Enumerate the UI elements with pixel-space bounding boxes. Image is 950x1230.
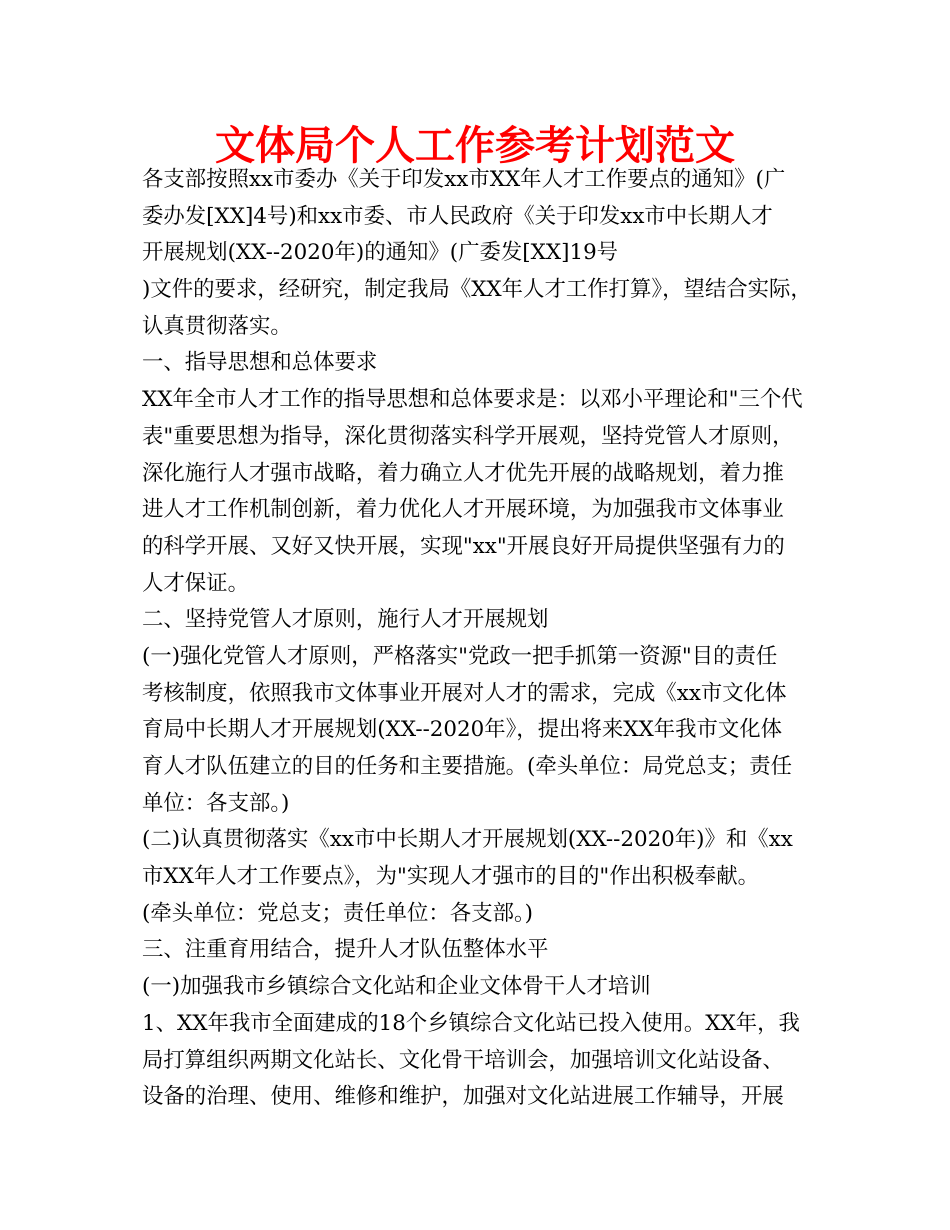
body-line: 单位：各支部。) [142, 790, 290, 816]
body-line: (二)认真贯彻落实《xx市中长期人才开展规划(XX--2020年)》和《xx [142, 827, 793, 853]
body-line: 委办发[XX]4号)和xx市委、市人民政府《关于印发xx市中长期人才 [142, 203, 773, 229]
body-line: 人才保证。 [142, 570, 249, 596]
body-line: 1、XX年我市全面建成的18个乡镇综合文化站已投入使用。XX年，我 [142, 1010, 800, 1036]
body-line: 表"重要思想为指导，深化贯彻落实科学开展观，坚持党管人才原则， [142, 423, 794, 449]
body-line: 进人才工作机制创新，着力优化人才开展环境，为加强我市文体事业 [142, 497, 784, 523]
body-line: 深化施行人才强市战略，着力确立人才优先开展的战略规划，着力推 [142, 460, 784, 486]
body-line: XX年全市人才工作的指导思想和总体要求是：以邓小平理论和"三个代 [142, 387, 803, 413]
body-line: 育局中长期人才开展规划(XX--2020年》，提出将来XX年我市文化体 [142, 717, 783, 743]
section-heading: 一、指导思想和总体要求 [142, 350, 378, 376]
body-line: (牵头单位：党总支；责任单位：各支部。) [142, 900, 534, 926]
body-line: )文件的要求，经研究，制定我局《XX年人才工作打算》，望结合实际， [142, 277, 812, 303]
body-line: 局打算组织两期文化站长、文化骨干培训会，加强培训文化站设备、 [142, 1047, 784, 1073]
document-body [142, 162, 832, 1116]
body-line: 育人才队伍建立的目的任务和主要措施。(牵头单位：局党总支；责任 [142, 754, 793, 779]
body-line: (一)强化党管人才原则，严格落实"党政一把手抓第一资源"目的责任 [142, 643, 778, 669]
body-line: 考核制度，依照我市文体事业开展对人才的需求，完成《xx市文化体 [142, 680, 787, 706]
document-title: 文体局个人工作参考计划范文 [215, 123, 735, 169]
body-line: 开展规划(XX--2020年)的通知》(广委发[XX]19号 [142, 240, 619, 266]
section-heading: 三、注重育用结合，提升人才队伍整体水平 [142, 937, 549, 963]
body-line: (一)加强我市乡镇综合文化站和企业文体骨干人才培训 [142, 974, 651, 1000]
body-line: 的科学开展、又好又快开展，实现"xx"开展良好开局提供坚强有力的 [142, 533, 785, 559]
section-heading: 二、坚持党管人才原则，施行人才开展规划 [142, 607, 549, 633]
body-line: 各支部按照xx市委办《关于印发xx市XX年人才工作要点的通知》(广 [142, 167, 786, 192]
body-line: 市XX年人才工作要点》，为"实现人才强市的目的"作出积极奉献。 [142, 864, 759, 890]
body-line: 设备的治理、使用、维修和维护，加强对文化站进展工作辅导，开展 [142, 1084, 784, 1110]
body-line: 认真贯彻落实。 [142, 313, 292, 339]
